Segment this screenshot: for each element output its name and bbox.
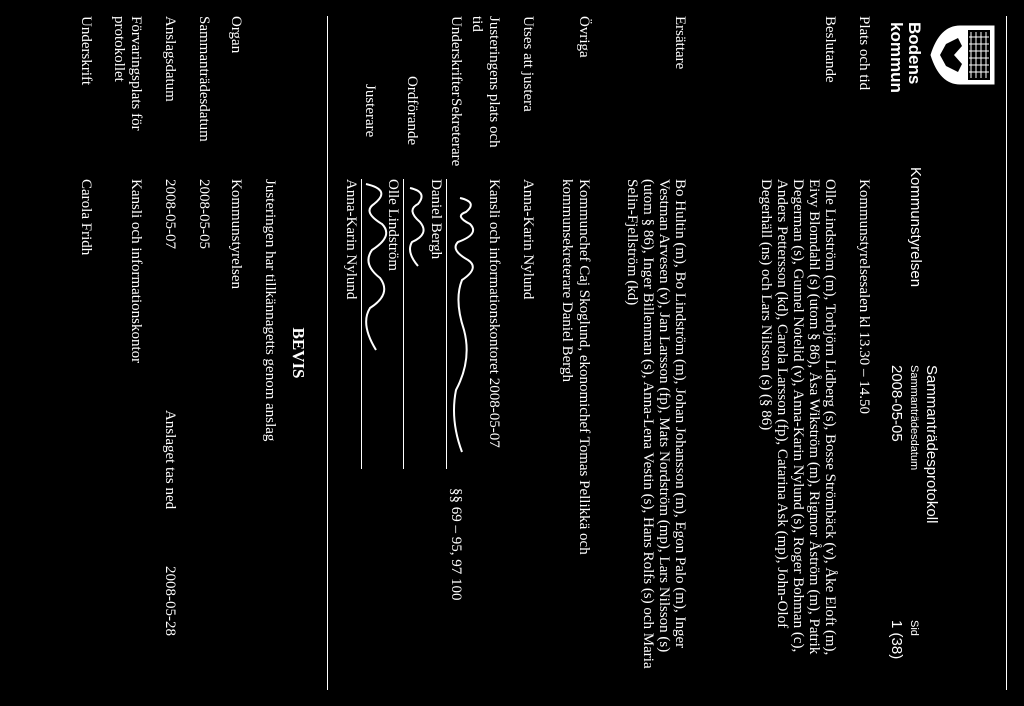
secretary-name: Daniel Bergh xyxy=(428,179,444,260)
value-justeringens-plats: Kansli och informationskontoret 2008-05-07 xyxy=(486,179,502,448)
value-anslagsdatum: 2008-05-07 xyxy=(162,179,178,249)
label-ersattare: Ersättare xyxy=(672,16,688,70)
chairman-name: Olle Lindström xyxy=(385,179,401,272)
value-utses-att-justera: Anna-Karin Nylund xyxy=(520,179,536,300)
label-ordforande: Ordförande xyxy=(404,76,420,146)
value-organ: Kommunstyrelsen xyxy=(228,179,244,289)
label-plats-och-tid: Plats och tid xyxy=(856,16,872,91)
bevis-title: BEVIS xyxy=(289,327,308,379)
logo-line1: Bodens xyxy=(905,22,924,85)
bevis-text: Justeringen har tillkännagetts genom anslag xyxy=(262,179,278,442)
label-sekreterare: Sekreterare xyxy=(448,98,464,167)
value-underskrift: Carola Fridh xyxy=(78,179,94,256)
signature-chairman xyxy=(402,182,432,272)
value-ersattare: Bo Hultin (m), Bo Lindström (m), Johan Johansson (m), Egon Palo (m), Inger Vestman Arvesen (v), Jan Larsson (fp), Mats Nordström (mp), Lars Nilsson (s) (utom § 86), Inger Billenman (s), Anna-Lena Vestin (s), Hans Rolfs (s) och Maria Selin-Fjellström (kd) xyxy=(624,179,688,669)
label-organ: Organ xyxy=(228,16,244,54)
bevis-top-line xyxy=(327,16,328,690)
label-anslagsdatum: Anslagsdatum xyxy=(162,16,178,102)
label-anslaget-tas-ned: Anslaget tas ned xyxy=(162,410,178,510)
value-anslaget-tas-ned: 2008-05-28 xyxy=(162,566,178,636)
signature-adjuster xyxy=(356,178,396,358)
signature-secretary xyxy=(446,190,484,460)
label-underskrifter: Underskrifter xyxy=(448,16,464,97)
logo-line2: kommun xyxy=(887,22,906,93)
header-top-line xyxy=(1006,16,1007,690)
signature-line-chairman xyxy=(403,179,404,469)
value-ovriga: Kommunchef Caj Skoglund, ekonomichef Tomas Pellikkä och kommunsekreterare Daniel Bergh xyxy=(559,179,592,555)
page-number: 1 (38) xyxy=(888,620,905,660)
adjuster-name: Anna-Karin Nylund xyxy=(343,179,359,300)
label-underskrift: Underskrift xyxy=(78,16,94,86)
label-justerare: Justerare xyxy=(362,84,378,138)
label-beslutande: Beslutande xyxy=(822,16,838,83)
signature-line-adjuster xyxy=(361,179,362,469)
label-ovriga: Övriga xyxy=(576,16,592,58)
coat-of-arms-icon xyxy=(928,22,998,88)
doc-type: Sammanträdesprotokoll xyxy=(923,365,940,524)
label-forvaringsplats: Förvaringsplats för protokollet xyxy=(111,16,144,131)
label-justeringens-plats: Justeringens plats och tid xyxy=(469,16,502,148)
date-label: Sammanträdesdatum xyxy=(908,365,920,471)
paragraphs: §§ 69 – 95, 97 100 xyxy=(448,488,464,601)
label-utses-att-justera: Utses att justera xyxy=(520,16,536,112)
value-beslutande: Olle Lindström (m), Torbjörn Lidberg (s), Bosse Strömbäck (v), Åke Eloft (m), Eivy Blomdahl (s) (utom § 86), Åsa Wikström (m), Rigmor Åström (m), Patrik Degerman (s), Gunnel Notelid (v), Anna-Karin Nylund (s), Roger Bohman (c), Anders Pettersson (kd), Carola Larsson (fp), Catarina Ask (mp), John-Olof Degerhäll (ns) och Lars Nilsson (s) (§ 86) xyxy=(758,179,838,656)
value-plats-och-tid: Kommunstyrelsesalen kl 13.30 – 14.50 xyxy=(856,179,872,414)
value-forvaringsplats: Kansli och informationskontor xyxy=(128,179,144,364)
organ-title: Kommunstyrelsen xyxy=(907,167,924,288)
value-sammantradesdatum: 2008-05-05 xyxy=(196,179,212,249)
label-sammantradesdatum: Sammanträdesdatum xyxy=(196,16,212,142)
signature-line-secretary xyxy=(446,179,447,469)
page-label: Sid xyxy=(908,620,920,636)
meeting-date: 2008-05-05 xyxy=(888,365,905,442)
